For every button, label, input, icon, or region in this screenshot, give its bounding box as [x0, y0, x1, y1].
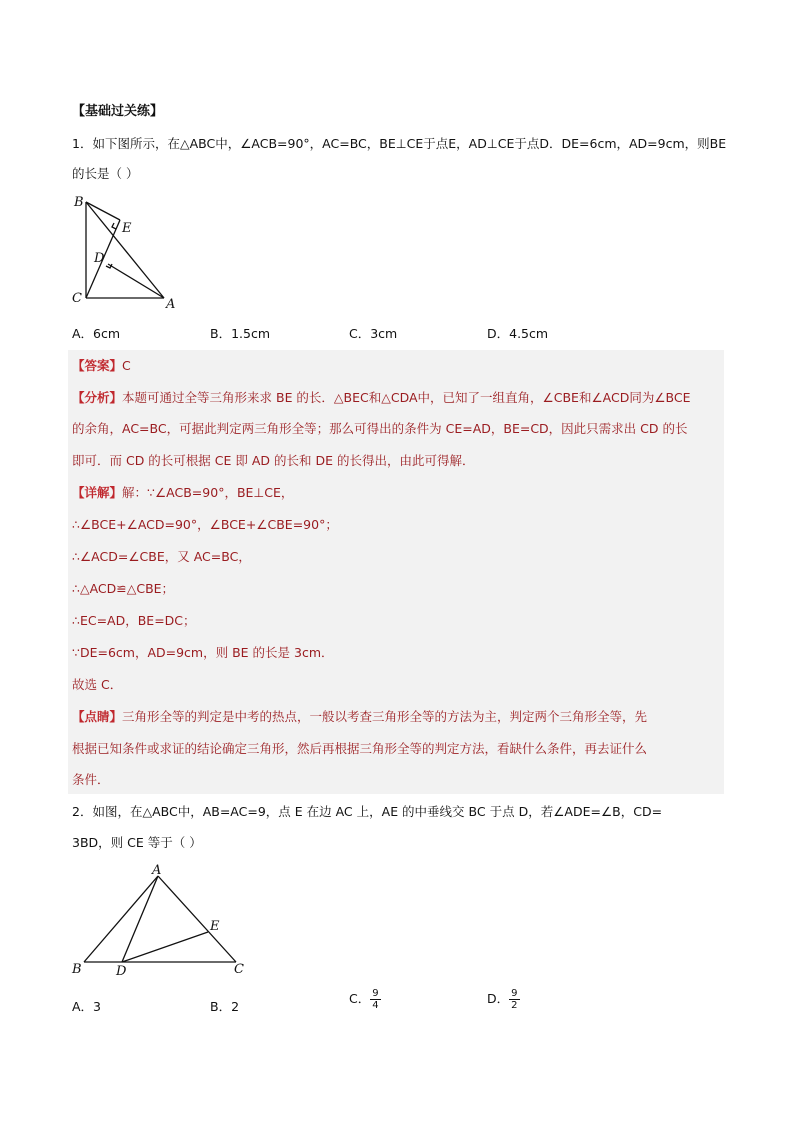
detail-line7: 故选 C． [72, 677, 123, 692]
q2-label-d: D [116, 964, 127, 979]
detail-line5: ∴EC=AD，BE=DC； [72, 613, 196, 628]
q1-label-b: B [74, 195, 84, 210]
comment-line1: 【点睛】三角形全等的判定是中考的热点，一般以考查三角形全等的方法为主，判定两个三角形全等，先 [72, 709, 648, 724]
comment-line3: 条件． [72, 772, 110, 787]
answer-value: C [122, 358, 131, 373]
q1-stem-line2: 的长是（ ） [72, 166, 139, 181]
q2-option-d: D． $\frac{9}{2}$ [487, 988, 518, 1011]
q2-label-c: C [234, 962, 244, 977]
q1-segment-be [86, 202, 120, 220]
q1-label-c: C [72, 291, 82, 306]
detail-line1: 【详解】解：∵∠ACB=90°，BE⊥CE， [72, 485, 294, 500]
q1-right-angle-e [112, 223, 116, 229]
detail-line6: ∵DE=6cm，AD=9cm，则 BE 的长是 3cm． [72, 645, 334, 660]
answer-row [72, 356, 131, 376]
q2-option-c: C． $\frac{9}{4}$ [349, 988, 379, 1011]
q2-option-a: A．3 [72, 999, 102, 1014]
q1-segment-ad [108, 264, 164, 298]
q1-label-a: A [166, 297, 176, 312]
comment-tag: 【点睛】 [72, 709, 123, 724]
detail-tag: 【详解】 [72, 485, 123, 500]
analysis-line2: 的余角，AC=BC，可据此判定两三角形全等；那么可得出的条件为 CE=AD，BE=CD，因此只需求出 CD 的长 [72, 421, 688, 436]
q2-stem-line2: 3BD，则 CE 等于（ ） [72, 835, 202, 850]
q2-option-b: B．2 [210, 999, 240, 1014]
q2-label-a: A [152, 863, 162, 878]
q1-label-e: E [122, 221, 132, 236]
section-title: 【基础过关练】 [72, 104, 164, 119]
q1-stem-line1: 1．如下图所示，在△ABC中，∠ACB=90°，AC=BC，BE⊥CE于点E，AD⊥CE于点D．DE=6cm，AD=9cm，则BE [72, 136, 727, 151]
detail-line4: ∴△ACD≌△CBE； [72, 581, 175, 596]
analysis-line1: 【分析】本题可通过全等三角形来求 BE 的长．△BEC和△CDA中，已知了一组直角，∠CBE和∠ACD同为∠BCE [72, 390, 691, 405]
q1-label-d: D [94, 251, 105, 266]
q2-figure [64, 858, 254, 983]
comment-line2: 根据已知条件或求证的结论确定三角形，然后再根据三角形全等的判定方法，看缺什么条件，再去证什么 [72, 741, 648, 756]
analysis-line3: 即可．而 CD 的长可根据 CE 即 AD 的长和 DE 的长得出，由此可得解． [72, 453, 475, 468]
q1-option-c: C．3cm [349, 326, 398, 341]
q2-segment-de [122, 932, 208, 962]
q2-label-b: B [72, 962, 82, 977]
q1-segment-ba [86, 202, 164, 298]
analysis-tag: 【分析】 [72, 390, 123, 405]
detail-line2: ∴∠BCE+∠ACD=90°，∠BCE+∠CBE=90°； [72, 517, 338, 532]
q2-segment-ad [122, 876, 158, 962]
q2-segment-ab [84, 876, 158, 962]
detail-line3: ∴∠ACD=∠CBE，又 AC=BC， [72, 549, 251, 564]
q2-stem-line1: 2．如图，在△ABC中，AB=AC=9，点 E 在边 AC 上，AE 的中垂线交 BC 于点 D，若∠ADE=∠B，CD= [72, 804, 663, 819]
q1-option-b: B．1.5cm [210, 326, 271, 341]
q1-option-d: D．4.5cm [487, 326, 549, 341]
q2-segment-ac [158, 876, 236, 962]
q1-figure [68, 194, 198, 314]
solution-panel [68, 350, 724, 794]
q2-option-c-fraction: $\frac{9}{4}$ [372, 988, 379, 1011]
q2-option-d-fraction: $\frac{9}{2}$ [511, 988, 518, 1011]
q1-option-a: A．6cm [72, 326, 121, 341]
answer-tag: 【答案】 [72, 358, 123, 373]
q2-label-e: E [210, 919, 220, 934]
